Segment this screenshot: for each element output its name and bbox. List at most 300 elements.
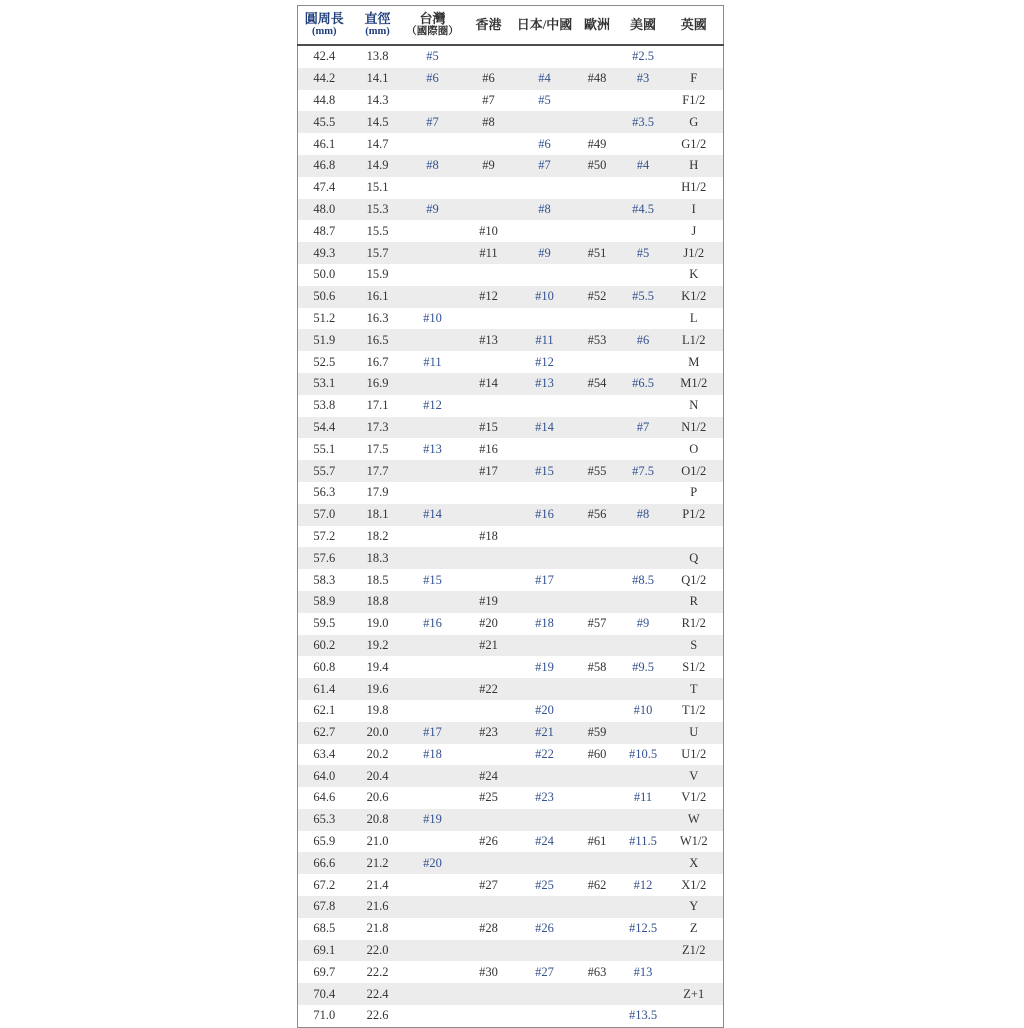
table-cell: 14.5 <box>366 114 389 129</box>
table-cell: #5 <box>636 245 650 260</box>
table-cell: #50 <box>587 158 607 173</box>
table-cell <box>517 482 573 504</box>
table-cell <box>622 133 665 155</box>
table-cell <box>405 547 461 569</box>
table-cell: #7 <box>482 92 495 107</box>
table-cell <box>622 547 665 569</box>
table-cell: 15.1 <box>366 180 389 195</box>
table-cell <box>573 591 622 613</box>
table-cell: #22 <box>535 746 554 761</box>
table-cell: #13 <box>633 964 653 979</box>
table-cell: 67.2 <box>313 877 336 892</box>
table-cell: 17.1 <box>366 398 389 413</box>
table-cell: 60.8 <box>313 659 336 674</box>
table-cell <box>461 1005 517 1027</box>
table-cell: 19.8 <box>366 703 389 718</box>
table-cell: 18.3 <box>366 550 389 565</box>
column-header-label: 日本/中國 <box>516 17 573 32</box>
column-header-label: 香港 <box>475 17 502 32</box>
table-row <box>298 373 724 395</box>
table-row <box>298 133 724 155</box>
table-cell: 22.0 <box>366 943 389 958</box>
table-cell: #19 <box>423 812 442 827</box>
table-cell <box>573 678 622 700</box>
table-cell <box>517 438 573 460</box>
table-cell <box>517 852 573 874</box>
table-cell <box>405 133 461 155</box>
table-cell: 57.2 <box>313 528 336 543</box>
table-cell: Q <box>689 550 699 565</box>
table-cell: O <box>689 441 699 456</box>
table-cell: #20 <box>423 855 442 870</box>
table-cell: 47.4 <box>313 180 336 195</box>
table-cell: 17.5 <box>366 441 389 456</box>
table-row <box>298 177 724 199</box>
table-row <box>298 504 724 526</box>
table-cell <box>622 438 665 460</box>
table-row <box>298 286 724 308</box>
table-cell: #12.5 <box>628 921 658 936</box>
table-cell <box>517 765 573 787</box>
table-cell <box>573 635 622 657</box>
table-cell: #6 <box>426 71 439 86</box>
table-cell <box>622 635 665 657</box>
table-cell: #24 <box>535 834 554 849</box>
table-cell: 20.6 <box>366 790 389 805</box>
table-row <box>298 220 724 242</box>
table-cell: 19.6 <box>366 681 389 696</box>
table-cell: 14.1 <box>366 71 389 86</box>
table-cell: #8 <box>636 507 650 522</box>
table-cell: 67.8 <box>313 899 336 914</box>
table-cell: #22 <box>479 681 498 696</box>
table-cell <box>573 569 622 591</box>
table-row <box>298 460 724 482</box>
table-cell: X1/2 <box>681 877 707 892</box>
table-cell: #8.5 <box>632 572 654 587</box>
table-cell: 64.0 <box>313 768 336 783</box>
table-cell: 15.9 <box>366 267 389 282</box>
table-cell: 50.0 <box>313 267 336 282</box>
table-cell: 16.9 <box>366 376 389 391</box>
table-cell: 51.2 <box>313 310 336 325</box>
table-row <box>298 983 724 1005</box>
table-cell: 52.5 <box>313 354 336 369</box>
table-cell: 21.8 <box>366 921 389 936</box>
table-cell: 18.8 <box>366 594 389 609</box>
table-cell <box>573 199 622 221</box>
table-cell: 19.2 <box>366 637 389 652</box>
table-row <box>298 329 724 351</box>
table-cell <box>405 635 461 657</box>
table-cell <box>517 591 573 613</box>
table-cell: #9 <box>538 245 551 260</box>
table-cell: W1/2 <box>679 834 708 849</box>
table-cell: #10 <box>633 703 653 718</box>
table-cell <box>461 133 517 155</box>
table-cell: N <box>689 398 699 413</box>
table-cell: 16.7 <box>366 354 389 369</box>
table-cell: F <box>690 71 698 86</box>
table-cell: #12 <box>479 289 498 304</box>
table-cell: #11 <box>479 245 498 260</box>
table-cell <box>461 940 517 962</box>
table-cell: #16 <box>423 616 442 631</box>
table-cell <box>622 765 665 787</box>
table-cell: O1/2 <box>681 463 707 478</box>
table-row <box>298 482 724 504</box>
table-cell: #23 <box>479 725 498 740</box>
table-cell: S1/2 <box>682 659 706 674</box>
column-header-sublabel: (mm) <box>312 26 337 37</box>
table-cell: H1/2 <box>681 180 707 195</box>
table-cell <box>405 177 461 199</box>
column-header-sublabel: (mm) <box>365 26 390 37</box>
table-cell: #25 <box>479 790 498 805</box>
table-cell: #26 <box>535 921 554 936</box>
table-cell <box>622 852 665 874</box>
table-cell: F1/2 <box>682 92 706 107</box>
table-cell: #12 <box>535 354 554 369</box>
table-cell <box>573 787 622 809</box>
table-cell: #58 <box>587 659 607 674</box>
table-cell: 22.4 <box>366 986 389 1001</box>
table-cell: #5 <box>426 49 439 64</box>
table-cell: #11.5 <box>629 834 657 849</box>
table-cell: #14 <box>535 419 554 434</box>
table-cell: #51 <box>587 245 607 260</box>
table-cell: G <box>689 114 699 129</box>
table-cell: #7 <box>426 114 439 129</box>
table-cell: 15.7 <box>366 245 389 260</box>
table-cell: #5 <box>538 92 551 107</box>
table-row <box>298 765 724 787</box>
table-cell: #15 <box>535 463 554 478</box>
table-cell: M1/2 <box>680 376 708 391</box>
table-cell: 15.3 <box>366 201 389 216</box>
table-cell <box>622 896 665 918</box>
table-cell: #25 <box>535 877 554 892</box>
table-cell: 46.1 <box>313 136 336 151</box>
table-cell: P1/2 <box>682 507 706 522</box>
table-cell: J1/2 <box>683 245 705 260</box>
table-cell <box>573 308 622 330</box>
table-cell: #53 <box>587 332 607 347</box>
table-cell <box>517 526 573 548</box>
table-cell: 57.6 <box>313 550 336 565</box>
table-cell: 42.4 <box>313 49 336 64</box>
table-cell: #7 <box>636 419 650 434</box>
table-cell: 54.4 <box>313 419 336 434</box>
header-row <box>298 6 724 46</box>
table-cell <box>405 90 461 112</box>
table-cell <box>573 526 622 548</box>
table-cell: 20.2 <box>366 746 389 761</box>
table-cell <box>405 874 461 896</box>
table-cell: #8 <box>426 158 439 173</box>
table-row <box>298 199 724 221</box>
table-cell: 45.5 <box>313 114 336 129</box>
table-cell: U <box>689 725 699 740</box>
table-cell <box>461 809 517 831</box>
table-cell: #18 <box>479 528 498 543</box>
table-row <box>298 787 724 809</box>
table-cell: 48.7 <box>313 223 336 238</box>
table-cell: 58.3 <box>313 572 336 587</box>
table-cell: 55.1 <box>313 441 336 456</box>
table-cell: #62 <box>587 877 607 892</box>
table-cell: #54 <box>587 376 607 391</box>
column-header-1 <box>351 6 405 46</box>
table-cell <box>665 526 724 548</box>
table-row <box>298 395 724 417</box>
table-cell <box>622 809 665 831</box>
table-row <box>298 90 724 112</box>
table-row <box>298 809 724 831</box>
table-cell: #52 <box>587 289 607 304</box>
table-cell: #3.5 <box>632 114 654 129</box>
table-cell: 22.2 <box>366 964 389 979</box>
table-cell: K1/2 <box>681 289 707 304</box>
table-cell: W <box>687 812 700 827</box>
table-cell <box>622 983 665 1005</box>
table-cell: Z+1 <box>683 986 705 1001</box>
table-cell: #6.5 <box>632 376 654 391</box>
table-cell: 16.1 <box>366 289 389 304</box>
table-cell <box>461 177 517 199</box>
table-cell: L1/2 <box>681 332 706 347</box>
table-cell <box>665 45 724 68</box>
column-header-4 <box>517 6 573 46</box>
table-cell <box>461 199 517 221</box>
table-row <box>298 831 724 853</box>
table-cell: S <box>690 637 698 652</box>
table-cell: #48 <box>587 71 607 86</box>
table-cell <box>573 765 622 787</box>
table-cell: #7.5 <box>632 463 654 478</box>
table-row <box>298 591 724 613</box>
table-cell <box>517 111 573 133</box>
table-cell: X <box>689 855 699 870</box>
table-cell <box>665 961 724 983</box>
table-cell: 44.2 <box>313 71 336 86</box>
table-cell: #21 <box>479 637 498 652</box>
table-cell <box>461 852 517 874</box>
table-cell <box>405 264 461 286</box>
table-cell <box>573 220 622 242</box>
table-cell: 60.2 <box>313 637 336 652</box>
table-cell <box>665 1005 724 1027</box>
table-cell: #21 <box>535 725 554 740</box>
table-cell <box>405 591 461 613</box>
table-cell <box>517 308 573 330</box>
table-cell: Y <box>689 899 699 914</box>
table-cell: 57.0 <box>313 507 336 522</box>
table-cell: 17.9 <box>366 485 389 500</box>
table-cell: #9 <box>482 158 495 173</box>
table-cell: #60 <box>587 746 607 761</box>
table-cell: #8 <box>482 114 495 129</box>
table-row <box>298 1005 724 1027</box>
column-header-6 <box>622 6 665 46</box>
table-cell: 19.0 <box>366 616 389 631</box>
table-cell: M <box>688 354 700 369</box>
table-cell: #17 <box>479 463 498 478</box>
table-cell: #14 <box>479 376 498 391</box>
table-cell: #20 <box>479 616 498 631</box>
column-header-sublabel: （國際圈） <box>406 26 459 37</box>
table-row <box>298 918 724 940</box>
table-cell <box>573 177 622 199</box>
table-cell: #2.5 <box>632 49 654 64</box>
table-cell <box>461 547 517 569</box>
table-cell <box>405 220 461 242</box>
table-cell: #10.5 <box>628 746 658 761</box>
table-cell: 66.6 <box>313 855 336 870</box>
table-cell <box>573 547 622 569</box>
table-cell: 64.6 <box>313 790 336 805</box>
table-cell: T1/2 <box>681 703 706 718</box>
table-cell: #57 <box>587 616 607 631</box>
table-cell: 48.0 <box>313 201 336 216</box>
table-cell <box>573 417 622 439</box>
table-cell: #19 <box>479 594 498 609</box>
table-row <box>298 308 724 330</box>
table-cell <box>517 1005 573 1027</box>
table-cell: R1/2 <box>681 616 706 631</box>
table-cell: 65.3 <box>313 812 336 827</box>
table-cell: #49 <box>587 136 607 151</box>
table-cell <box>573 111 622 133</box>
table-cell: 20.8 <box>366 812 389 827</box>
table-cell <box>461 308 517 330</box>
table-cell: 14.7 <box>366 136 389 151</box>
table-cell: 18.2 <box>366 528 389 543</box>
table-cell <box>405 373 461 395</box>
table-cell: #9 <box>636 616 650 631</box>
column-header-label: 台灣 <box>419 11 446 26</box>
table-cell <box>461 896 517 918</box>
table-cell <box>622 177 665 199</box>
table-cell: 21.4 <box>366 877 389 892</box>
table-cell: 17.3 <box>366 419 389 434</box>
table-cell: #11 <box>423 354 442 369</box>
table-cell: 69.7 <box>313 964 336 979</box>
column-header-5 <box>573 6 622 46</box>
table-cell: 53.8 <box>313 398 336 413</box>
table-cell: #18 <box>535 616 554 631</box>
table-cell: #27 <box>535 964 554 979</box>
table-cell: V1/2 <box>681 790 707 805</box>
table-cell: 15.5 <box>366 223 389 238</box>
table-row <box>298 700 724 722</box>
table-cell: #15 <box>423 572 442 587</box>
table-cell <box>405 831 461 853</box>
table-header <box>298 6 724 46</box>
table-cell: #28 <box>479 921 498 936</box>
table-cell <box>517 983 573 1005</box>
table-cell <box>405 961 461 983</box>
ring-size-conversion-table <box>297 5 724 1028</box>
table-cell <box>622 264 665 286</box>
table-cell: Z1/2 <box>681 943 706 958</box>
table-cell: 20.4 <box>366 768 389 783</box>
table-cell <box>622 678 665 700</box>
table-cell: #13.5 <box>628 1008 658 1023</box>
table-cell: U1/2 <box>681 746 707 761</box>
table-cell: 70.4 <box>313 986 336 1001</box>
table-cell: L <box>689 310 698 325</box>
table-cell <box>405 482 461 504</box>
table-cell: #30 <box>479 964 498 979</box>
table-cell <box>573 700 622 722</box>
table-cell <box>405 460 461 482</box>
table-cell <box>461 264 517 286</box>
table-cell <box>405 656 461 678</box>
table-cell: J <box>691 223 697 238</box>
table-cell <box>517 264 573 286</box>
table-cell <box>573 918 622 940</box>
table-cell: 62.7 <box>313 725 336 740</box>
table-cell <box>517 635 573 657</box>
table-cell: #14 <box>423 507 442 522</box>
table-body <box>298 45 724 1027</box>
table-cell <box>461 656 517 678</box>
table-cell: 58.9 <box>313 594 336 609</box>
table-cell: 14.9 <box>366 158 389 173</box>
table-cell: #61 <box>587 834 607 849</box>
table-cell <box>622 482 665 504</box>
table-row <box>298 242 724 264</box>
table-cell <box>622 591 665 613</box>
table-row <box>298 744 724 766</box>
table-cell: #13 <box>479 332 498 347</box>
table-cell <box>405 700 461 722</box>
table-cell <box>573 940 622 962</box>
table-cell: 20.0 <box>366 725 389 740</box>
column-header-label: 直徑 <box>364 11 391 26</box>
table-cell <box>573 90 622 112</box>
table-row <box>298 264 724 286</box>
table-cell: 22.6 <box>366 1008 389 1023</box>
table-row <box>298 874 724 896</box>
table-cell: 16.3 <box>366 310 389 325</box>
table-cell: 18.5 <box>366 572 389 587</box>
table-cell: #6 <box>538 136 551 151</box>
table-cell <box>573 351 622 373</box>
table-cell: #23 <box>535 790 554 805</box>
table-cell: #19 <box>535 659 554 674</box>
table-cell <box>517 177 573 199</box>
table-cell <box>573 395 622 417</box>
table-cell: Z <box>689 921 698 936</box>
table-cell <box>405 678 461 700</box>
table-cell: 21.2 <box>366 855 389 870</box>
table-cell: 14.3 <box>366 92 389 107</box>
table-cell <box>573 1005 622 1027</box>
table-cell: 13.8 <box>366 49 389 64</box>
table-cell <box>573 983 622 1005</box>
table-cell: #20 <box>535 703 554 718</box>
table-cell: #6 <box>482 71 495 86</box>
table-cell: 68.5 <box>313 921 336 936</box>
table-cell: #4.5 <box>632 201 654 216</box>
column-header-7 <box>665 6 724 46</box>
table-cell <box>461 351 517 373</box>
table-cell: #27 <box>479 877 498 892</box>
table-row <box>298 68 724 90</box>
column-header-label: 美國 <box>629 17 656 32</box>
